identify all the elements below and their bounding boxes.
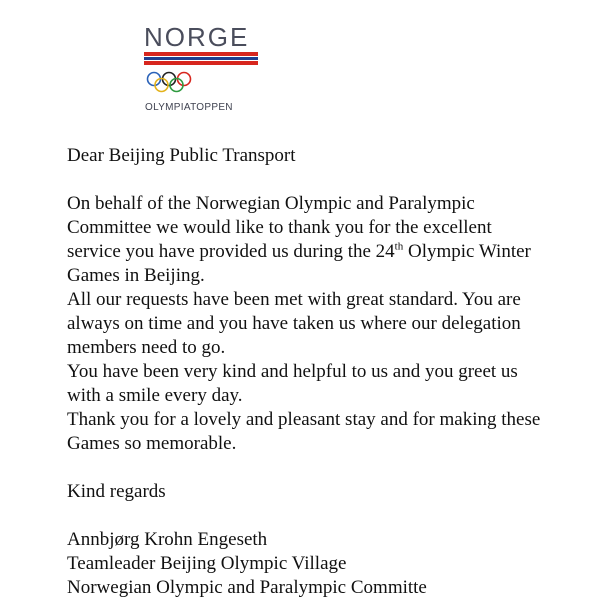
body-line: You have been very kind and helpful to us and you greet us — [67, 361, 518, 382]
signer-organization: Norwegian Olympic and Paralympic Committe — [67, 577, 427, 598]
body-line: Thank you for a lovely and pleasant stay and for making these — [67, 409, 541, 430]
thanks-paragraph — [67, 192, 587, 456]
body-line: members need to go. — [67, 337, 226, 358]
body-line: Games so memorable. — [67, 433, 237, 454]
body-line — [67, 240, 587, 264]
logo-wordmark: NORGE — [144, 22, 250, 52]
closing: Kind regards — [67, 481, 166, 502]
body-line: with a smile every day. — [67, 385, 243, 406]
body-line: All our requests have been met with great standard. You are — [67, 289, 521, 310]
signature-block — [67, 528, 587, 600]
body-line: On behalf of the Norwegian Olympic and Paralympic — [67, 193, 475, 214]
norge-olympiatoppen-logo — [144, 22, 262, 113]
olympic-rings-icon — [146, 71, 202, 93]
body-line: Games in Beijing. — [67, 265, 205, 286]
logo-subtitle: OLYMPIATOPPEN — [145, 102, 233, 113]
salutation: Dear Beijing Public Transport — [67, 145, 296, 166]
signer-name: Annbjørg Krohn Engeseth — [67, 529, 268, 550]
body-line: always on time and you have taken us where our delegation — [67, 313, 521, 334]
ordinal-suffix: th — [394, 240, 404, 253]
body-line-part: Olympic Winter — [403, 241, 531, 262]
body-line-part: service you have provided us during the 24 — [67, 241, 395, 262]
closing-block — [67, 480, 587, 504]
flag-stripes-icon — [144, 52, 258, 68]
signer-title: Teamleader Beijing Olympic Village — [67, 553, 347, 574]
body-line: Committee we would like to thank you for the excellent — [67, 217, 492, 238]
letter-body — [67, 144, 587, 600]
